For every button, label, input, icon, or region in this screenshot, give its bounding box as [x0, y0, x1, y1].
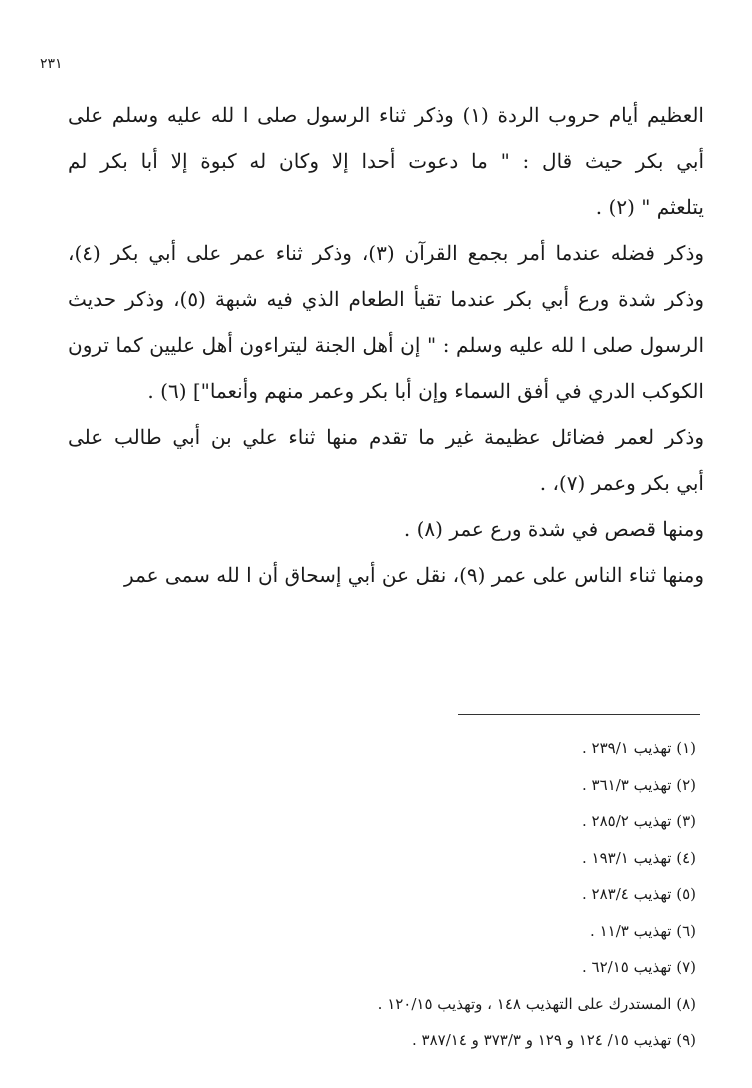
footnote-item: (٣) تهذيب ٢٨٥/٢ . — [581, 812, 696, 830]
text-line: وذكر فضله عندما أمر بجمع القرآن (٣)، وذكر ثناء عمر على أبي بكر (٤)، — [68, 241, 704, 265]
footnote-item: (٥) تهذيب ٢٨٣/٤ . — [581, 885, 696, 903]
footnote-item: (٦) تهذيب ١١/٣ . — [590, 921, 696, 940]
footnote-separator — [458, 714, 700, 715]
text-line: يتلعثم " (٢) . — [595, 195, 704, 219]
footnote-item: (٨) المستدرك على التهذيب ١٤٨ ، وتهذيب ١٢٠/١٥ . — [377, 994, 696, 1013]
text-line: وذكر لعمر فضائل عظيمة غير ما تقدم منها ثناء علي بن أبي طالب على — [68, 425, 704, 449]
text-line: أبي بكر وعمر (٧)، . — [539, 471, 704, 495]
body-text — [68, 92, 704, 598]
footnotes — [378, 730, 696, 1059]
text-line: الكوكب الدري في أفق السماء وإن أبا بكر وعمر منهم وأنعما"] (٦) . — [147, 379, 704, 403]
footnote-item: (١) تهذيب ٢٣٩/١ . — [581, 739, 696, 757]
text-line: وذكر شدة ورع أبي بكر عندما تقيأ الطعام الذي فيه شبهة (٥)، وذكر حديث — [68, 287, 704, 311]
footnote-item: (٩) تهذيب ١٥/ ١٢٤ و ١٢٩ و ٣٧٣/٣ و ٣٨٧/١٤ . — [412, 1031, 696, 1049]
footnote-item: (٤) تهذيب ١٩٣/١ . — [581, 848, 696, 867]
text-line: العظيم أيام حروب الردة (١) وذكر ثناء الرسول صلى ا لله عليه وسلم على — [68, 103, 704, 127]
text-line: ومنها ثناء الناس على عمر (٩)، نقل عن أبي إسحاق أن ا لله سمى عمر — [124, 563, 704, 587]
text-line: أبي بكر حيث قال : " ما دعوت أحدا إلا وكان له كبوة إلا أبا بكر لم — [68, 149, 704, 173]
page-number: ٢٣١ — [40, 56, 63, 72]
footnote-item: (٧) تهذيب ٦٢/١٥ . — [581, 958, 696, 976]
footnote-item: (٢) تهذيب ٣٦١/٣ . — [581, 775, 696, 794]
text-line: ومنها قصص في شدة ورع عمر (٨) . — [403, 517, 704, 541]
text-line: الرسول صلى ا لله عليه وسلم : " إن أهل الجنة ليتراءون أهل عليين كما ترون — [68, 333, 704, 357]
